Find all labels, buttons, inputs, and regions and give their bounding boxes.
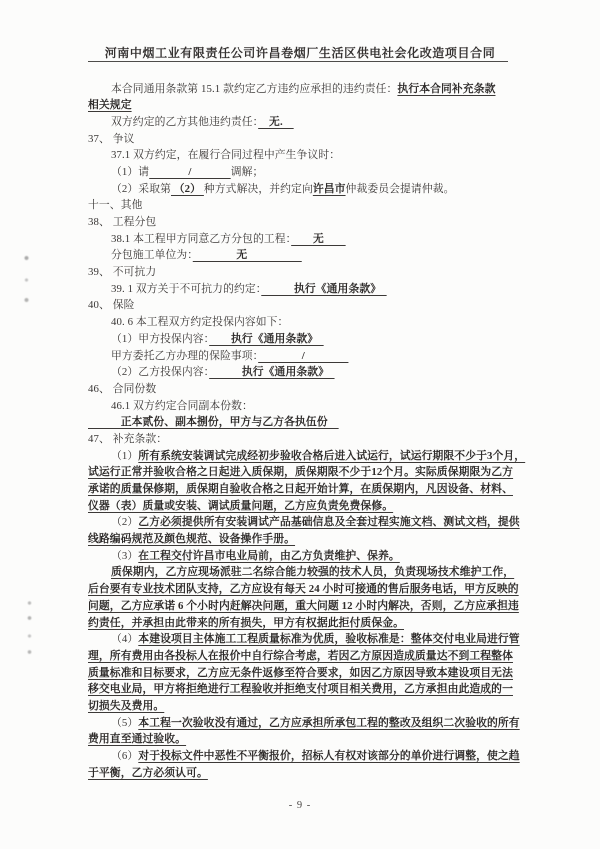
scan-artifact-top	[23, 252, 30, 308]
fill-in-value: 后台要有专业技术团队支持，乙方应设有每天 24 小时可接通的售后服务电话，甲方反映的	[88, 583, 519, 596]
fill-in-value: （2）	[170, 182, 204, 195]
document-line	[88, 314, 518, 331]
text-segment: （2）乙方投保内容：	[111, 366, 210, 379]
text-segment: 仲裁委员会提请仲裁。	[345, 182, 455, 195]
fill-in-value: 本工程一次验收没有通过，乙方应承担所承包工程的整改及组织二次验收的所有	[138, 716, 520, 729]
document-line	[88, 514, 518, 531]
document-line	[88, 765, 518, 782]
text-segment: 40、 保险	[88, 299, 135, 312]
text-segment: 甲方委托乙方办理的保险事项：	[111, 349, 259, 362]
header-rule	[88, 61, 508, 62]
document-line	[88, 197, 518, 214]
document-line	[88, 531, 518, 548]
document-line	[88, 131, 518, 148]
document-line	[88, 748, 518, 765]
document-line	[88, 281, 518, 298]
text-segment: （5）	[111, 716, 139, 729]
fill-in-value: /	[258, 349, 349, 362]
fill-in-value: 问题，乙方应承诺 6 个小时内赶解决问题，重大问题 12 小时内解决，否则，乙方应承担违	[88, 599, 519, 612]
document-header-title: 河南中烟工业有限责任公司许昌卷烟厂生活区供电社会化改造项目合同	[104, 46, 496, 60]
document-line	[88, 681, 518, 698]
fill-in-value: 执行《通用条款》	[261, 282, 387, 295]
text-segment: （4）	[111, 633, 139, 646]
text-segment: 37.1 双方约定，在履行合同过程中产生争议时：	[111, 149, 341, 162]
fill-in-value: 于平衡，乙方必须认可。	[88, 766, 208, 779]
fill-in-value: 移交电业局，甲方将拒绝进行工程验收并拒绝支付项目相关费用，乙方承担由此造成的一	[88, 683, 513, 696]
text-segment: 双方约定的乙方其他违约责任：	[111, 115, 259, 128]
document-line	[88, 381, 518, 398]
document-line	[88, 164, 518, 181]
document-line	[88, 581, 518, 598]
document-line	[88, 364, 518, 381]
document-line	[88, 464, 518, 481]
fill-in-value: 试运行正常并验收合格之日起进入质保期，质保期限不少于12个月。实际质保期限为乙方	[88, 466, 514, 479]
document-line	[88, 114, 518, 131]
text-segment: 37、 争议	[88, 132, 135, 145]
fill-in-value: 在工程交付许昌市电业局前，由乙方负责维护、保养。	[138, 549, 400, 562]
document-line	[88, 398, 518, 415]
document-line	[88, 431, 518, 448]
text-segment: 39、 不可抗力	[88, 266, 157, 279]
fill-in-value: 许昌市	[312, 182, 346, 195]
text-segment: （6）	[111, 750, 139, 762]
text-segment: 46、 合同份数	[88, 382, 157, 395]
document-line	[88, 498, 518, 515]
text-segment: （1）甲方投保内容：	[111, 332, 210, 345]
text-segment: 40. 6 本工程双方约定投保内容如下：	[111, 316, 289, 329]
document-line	[88, 564, 518, 581]
fill-in-value: 正本贰份、副本捌份，甲方与乙方各执伍份	[88, 416, 339, 429]
scan-artifact-bottom	[26, 598, 33, 658]
text-segment: 38、 工程分包	[88, 216, 157, 228]
fill-in-value: 质量标准和目标要求，乙方应无条件返修至符合要求，如因乙方原因导致本建设项目无法	[88, 666, 513, 679]
document-line	[88, 181, 518, 198]
document-line	[88, 631, 518, 648]
document-line	[88, 481, 518, 498]
fill-in-value: 费用直至通过验收。	[88, 733, 187, 746]
document-line	[88, 698, 518, 715]
fill-in-value: 无	[192, 249, 302, 262]
fill-in-value: 本建设项目主体施工工程质量标准为优质，验收标准是：整体交付电业局进行管	[138, 633, 520, 646]
document-line	[88, 331, 518, 348]
fill-in-value: 切损失及费用。	[88, 699, 165, 712]
text-segment: （1）请	[111, 165, 150, 178]
document-line	[88, 731, 518, 748]
fill-in-value: 相关规定	[88, 99, 132, 112]
document-line	[88, 414, 518, 431]
fill-in-value: 约责任，并承担由此带来的所有损失，甲方有权据此拒付质保金。	[88, 616, 405, 629]
fill-in-value: 理，所有费用由各投标人在报价中自行综合考虑，若因乙方原因造成质量达不到工程整体	[88, 649, 513, 662]
text-segment: 本合同通用条款第 15.1 款约定乙方违约应承担的违约责任：	[111, 82, 398, 95]
fill-in-value: /	[149, 165, 231, 178]
fill-in-value: 仪器（表）质量或安装、调试质量问题，乙方应负责免费保修。	[88, 499, 394, 512]
document-line	[88, 97, 518, 114]
document-line	[88, 615, 518, 632]
text-segment: （3）	[111, 549, 139, 562]
document-line	[88, 231, 518, 248]
fill-in-value: 质保期内，乙方应现场派驻二名综合能力较强的技术人员，负责现场技术维护工作，	[111, 566, 515, 579]
text-segment: 38.1 本工程甲方同意乙方分包的工程：	[111, 232, 292, 245]
document-line	[88, 598, 518, 615]
text-segment: （2）采取第	[111, 182, 171, 195]
fill-in-value: 对于投标文件中恶性不平衡报价，招标人有权对该部分的单价进行调整，使之趋	[138, 750, 520, 762]
text-segment: 种方式解决，并约定向	[203, 182, 313, 195]
fill-in-value: 线路编码规范及颜色规范、设备操作手册。	[88, 533, 296, 546]
document-line	[88, 715, 518, 732]
document-line	[88, 247, 518, 264]
document-line	[88, 665, 518, 682]
fill-in-value: 执行本合同补充条款	[397, 82, 496, 95]
page-number: - 9 -	[288, 800, 312, 811]
text-segment: （1）	[111, 449, 139, 462]
document-line	[88, 297, 518, 314]
document-line	[88, 448, 526, 465]
text-segment: 46.1 双方约定合同副本份数：	[111, 399, 253, 412]
fill-in-value: 无	[291, 232, 346, 245]
fill-in-value: 执行《通用条款》	[209, 332, 324, 345]
document-line	[88, 264, 518, 281]
text-segment: 十一、其他	[88, 199, 143, 212]
fill-in-value: 执行《通用条款》	[209, 366, 335, 379]
text-segment: 39. 1 双方关于不可抗力的约定：	[111, 282, 262, 295]
document-line	[88, 648, 518, 665]
fill-in-value: 乙方必须提供所有安装调试产品基础信息及全套过程实施文档、测试文档，提供	[138, 516, 520, 529]
document-line	[88, 214, 518, 231]
text-segment: （2）	[111, 516, 139, 529]
text-segment: 调解；	[230, 165, 264, 178]
document-line	[88, 147, 518, 164]
document-body	[88, 81, 526, 782]
document-line	[88, 81, 518, 98]
text-segment: 47、 补充条款：	[88, 432, 168, 445]
fill-in-value: 承诺的质量保修期，质保期自验收合格之日起开始计算，在质保期内，凡因设备、材料、	[88, 483, 513, 495]
document-line	[88, 548, 518, 565]
fill-in-value: 所有系统安装调试完成经初步验收合格后进入试运行，试运行期限不少于3个月，	[138, 449, 526, 462]
document-line	[88, 348, 518, 365]
fill-in-value: 无.	[258, 115, 294, 128]
text-segment: 分包施工单位为：	[111, 249, 193, 262]
